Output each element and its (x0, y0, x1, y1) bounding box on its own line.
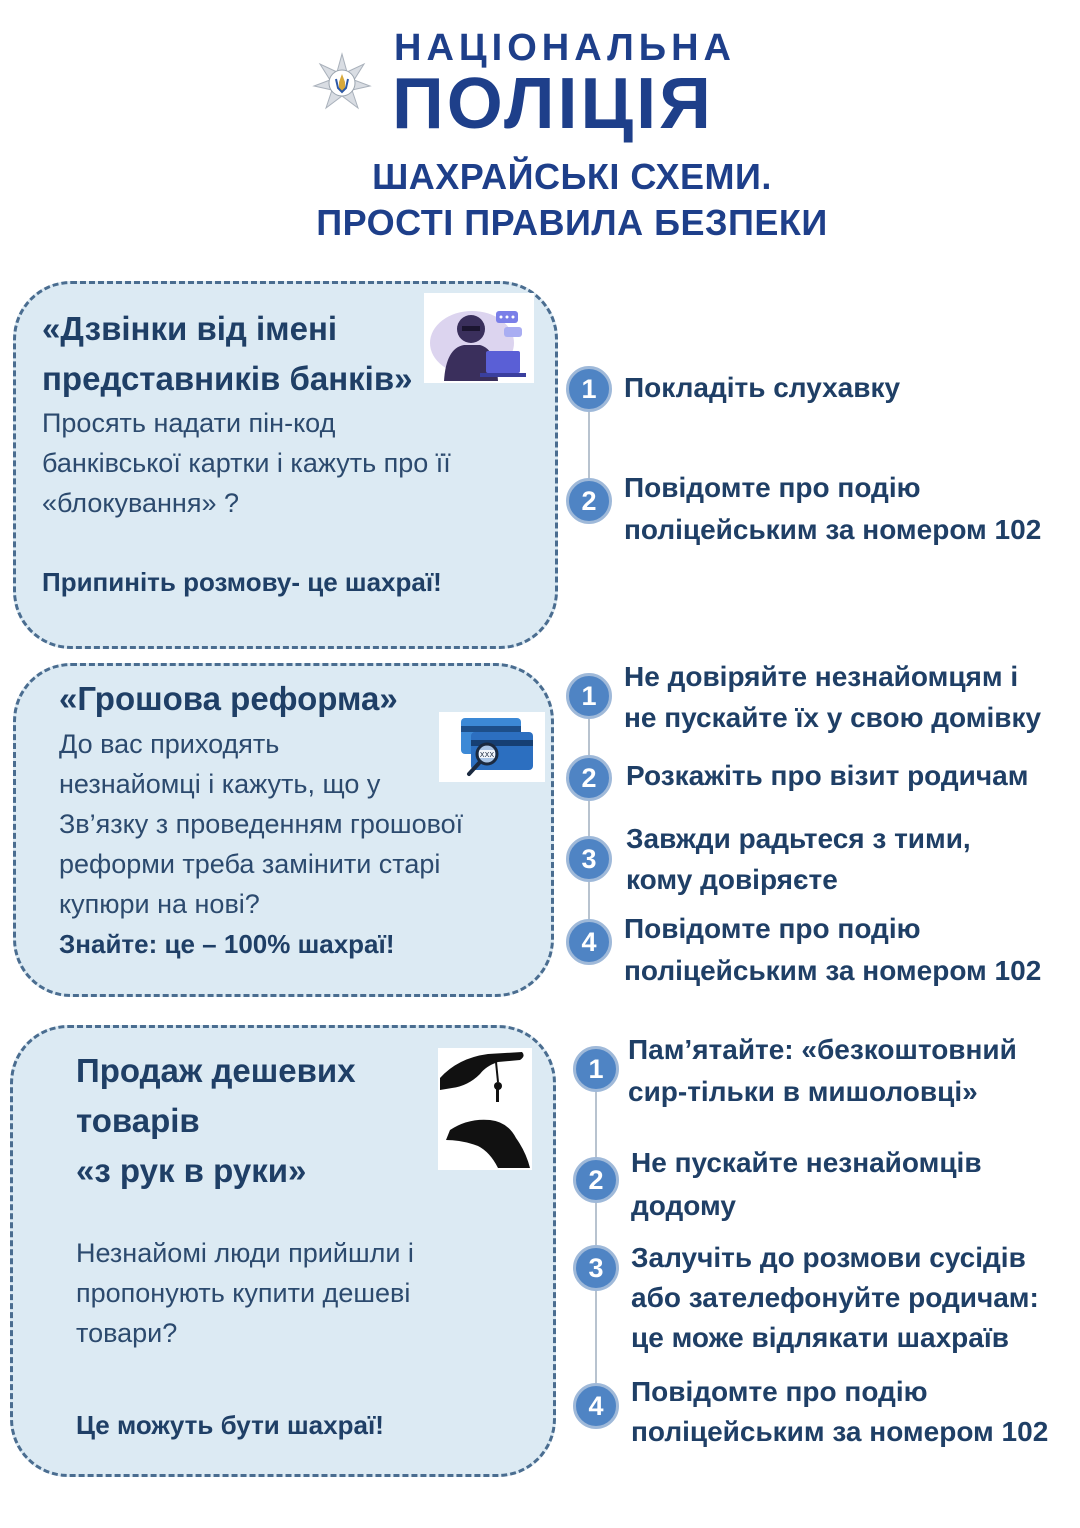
step-badge: 4 (566, 919, 612, 965)
step-text: Завжди радьтеся з тими, (626, 823, 971, 854)
step-text: Пам’ятайте: «безкоштовний (628, 1034, 1017, 1065)
step-badge: 1 (573, 1046, 619, 1092)
step-text: Залучіть до розмови сусідів (631, 1242, 1026, 1273)
step-text: кому довіряєте (626, 864, 838, 895)
step-text: або зателефонуйте родичам: (631, 1282, 1039, 1313)
step-text: поліцейським за номером 102 (631, 1416, 1049, 1447)
scheme1-body-line3: «блокування» ? (42, 488, 239, 518)
step-text: додому (631, 1190, 736, 1221)
scheme3-body-line2: пропонують купити дешеві (76, 1278, 411, 1308)
step-text: не пускайте їх у свою домівку (624, 702, 1042, 733)
step-text: сир-тільки в мишоловці» (628, 1076, 978, 1107)
scheme3-title-line2: товарів (76, 1102, 200, 1139)
page-title-line2: ПРОСТІ ПРАВИЛА БЕЗПЕКИ (316, 202, 828, 243)
step-text: Розкажіть про візит родичам (626, 760, 1029, 791)
step-badge: 3 (566, 836, 612, 882)
scheme3-body-line1: Незнайомі люди прийшли і (76, 1238, 414, 1268)
scheme1-warning: Припиніть розмову- це шахраї! (42, 567, 442, 597)
scheme2-body-line2: незнайомці і кажуть, що у (59, 769, 381, 799)
brand-title-line2: ПОЛІЦІЯ (392, 64, 714, 144)
step-badge: 2 (566, 478, 612, 524)
step-badge: 1 (566, 366, 612, 412)
step-text: поліцейським за номером 102 (624, 514, 1042, 545)
police-star-emblem-icon (312, 52, 372, 112)
step-text: Не пускайте незнайомців (631, 1147, 982, 1178)
svg-text:XXX: XXX (479, 751, 495, 759)
hacker-at-laptop-icon (424, 293, 534, 383)
page-title-line1: ШАХРАЙСЬКІ СХЕМИ. (372, 156, 772, 197)
scheme2-body-line4: реформи треба замінити старі (59, 849, 441, 879)
step-text: Не довіряйте незнайомцям і (624, 661, 1019, 692)
scheme2-body-line3: Зв’язку з проведенням грошової (59, 809, 464, 839)
scheme3-title-line3: «з рук в руки» (76, 1152, 307, 1189)
scheme1-title-line1: «Дзвінки від імені (42, 310, 338, 347)
step-badge: 3 (573, 1245, 619, 1291)
step-badge: 4 (573, 1383, 619, 1429)
steps2-connector (588, 715, 590, 940)
step-text: Повідомте про подію (624, 913, 921, 944)
scheme3-body-line3: товари? (76, 1318, 178, 1348)
step-badge: 2 (573, 1157, 619, 1203)
scheme2-title: «Грошова реформа» (59, 680, 398, 717)
step-badge: 1 (566, 673, 612, 719)
scheme1-title-line2: представників банків» (42, 360, 413, 397)
step-text: Повідомте про подію (624, 472, 921, 503)
scheme2-body-line5: купюри на нові? (59, 889, 260, 919)
brand-title-line1: НАЦІОНАЛЬНА (394, 27, 736, 69)
scheme1-body-line2: банківської картки і кажуть про її (42, 448, 451, 478)
step-text: це може відлякати шахраїв (631, 1322, 1009, 1353)
bank-card-magnifier-icon (439, 712, 545, 782)
hands-passing-keys-icon (438, 1048, 532, 1170)
step-badge: 2 (566, 755, 612, 801)
scheme1-body-line1: Просять надати пін-код (42, 408, 336, 438)
step-text: поліцейським за номером 102 (624, 955, 1042, 986)
scheme3-title-line1: Продаж дешевих (76, 1052, 356, 1089)
scheme2-warning: Знайте: це – 100% шахраї! (59, 929, 395, 959)
step-text: Покладіть слухавку (624, 372, 901, 403)
step-text: Повідомте про подію (631, 1376, 928, 1407)
scheme3-warning: Це можуть бути шахраї! (76, 1410, 384, 1440)
scheme2-body-line1: До вас приходять (59, 729, 280, 759)
